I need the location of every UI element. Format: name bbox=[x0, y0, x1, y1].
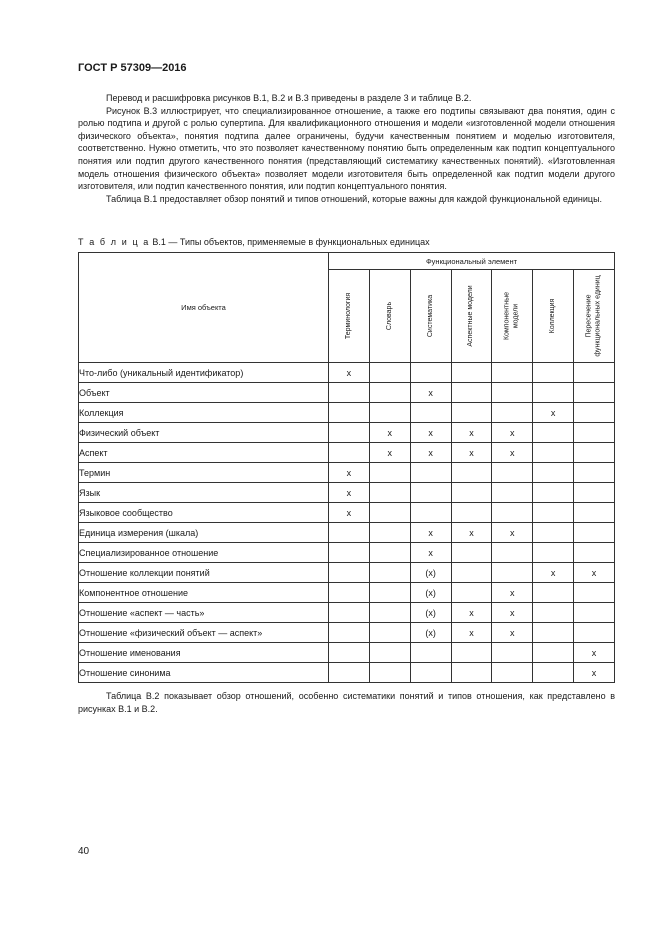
mark-cell bbox=[533, 523, 574, 543]
mark-cell bbox=[492, 463, 533, 483]
mark-cell bbox=[451, 563, 492, 583]
mark-cell: x bbox=[369, 423, 410, 443]
mark-cell bbox=[533, 503, 574, 523]
caption-rest: В.1 — Типы объектов, применяемые в функциональных единицах bbox=[152, 237, 430, 247]
mark-cell: x bbox=[410, 523, 451, 543]
mark-cell bbox=[369, 643, 410, 663]
mark-cell bbox=[451, 663, 492, 683]
object-name-cell: Единица измерения (шкала) bbox=[79, 523, 329, 543]
mark-cell bbox=[574, 623, 615, 643]
column-header-line: функциональных единиц bbox=[594, 275, 602, 357]
column-header-line: Словарь bbox=[385, 301, 393, 331]
mark-cell bbox=[329, 603, 370, 623]
mark-cell: x bbox=[492, 423, 533, 443]
mark-cell bbox=[492, 403, 533, 423]
mark-cell: (x) bbox=[410, 623, 451, 643]
mark-cell bbox=[533, 603, 574, 623]
mark-cell: x bbox=[369, 443, 410, 463]
mark-cell bbox=[492, 643, 533, 663]
functional-element-header: Функциональный элемент bbox=[329, 253, 615, 270]
mark-cell bbox=[574, 403, 615, 423]
table-row bbox=[79, 403, 615, 423]
mark-cell bbox=[329, 383, 370, 403]
table-row bbox=[79, 463, 615, 483]
mark-cell bbox=[329, 403, 370, 423]
paragraph: Таблица В.1 предоставляет обзор понятий и типов отношений, которые важны для каждой функциональной единицы. bbox=[106, 193, 603, 204]
mark-cell: x bbox=[329, 463, 370, 483]
mark-cell bbox=[329, 623, 370, 643]
object-name-cell: Компонентное отношение bbox=[79, 583, 329, 603]
column-header bbox=[492, 270, 533, 363]
mark-cell bbox=[369, 503, 410, 523]
mark-cell bbox=[533, 443, 574, 463]
mark-cell bbox=[369, 523, 410, 543]
document-header: ГОСТ Р 57309—2016 bbox=[78, 62, 187, 74]
mark-cell bbox=[329, 583, 370, 603]
mark-cell bbox=[574, 523, 615, 543]
mark-cell: x bbox=[492, 623, 533, 643]
object-name-cell: Термин bbox=[79, 463, 329, 483]
paragraph: Рисунок В.3 иллюстрирует, что специализированное отношение, а также его подтипы связывают два понятия, один с ролью подтипа и другой с ролью супертипа. Для квалификационного отношения и модели «изготовленной модели отношения физического объекта», понятия подтипа далее ограничены, будучи качественным понятием и моделью изготовителя, соответственно. Нужно отметить, что это позволяет качественному понятию быть определенным как подтип концептуального понятия или подтип другого качественного понятия (представляющий систематику качественных понятий). «Изготовленная модель отношения физического объекта» позволяет модели изготовителя быть определенной как подтип модели другого изготовителя, или подтип качественного понятия, или подтип концептуального понятия. bbox=[78, 105, 615, 192]
mark-cell bbox=[451, 543, 492, 563]
mark-cell bbox=[329, 523, 370, 543]
column-header-line: Терминология bbox=[344, 292, 352, 340]
mark-cell bbox=[492, 483, 533, 503]
object-name-cell: Отношение именования bbox=[79, 643, 329, 663]
column-header-line: Компонентные bbox=[503, 291, 511, 341]
mark-cell bbox=[451, 503, 492, 523]
mark-cell bbox=[369, 363, 410, 383]
mark-cell: x bbox=[451, 603, 492, 623]
mark-cell bbox=[574, 443, 615, 463]
mark-cell bbox=[574, 423, 615, 443]
table-row bbox=[79, 543, 615, 563]
mark-cell bbox=[410, 403, 451, 423]
column-header bbox=[410, 270, 451, 363]
table-row bbox=[79, 363, 615, 383]
table-row bbox=[79, 663, 615, 683]
mark-cell bbox=[533, 363, 574, 383]
mark-cell bbox=[329, 543, 370, 563]
mark-cell: x bbox=[574, 643, 615, 663]
mark-cell bbox=[329, 663, 370, 683]
mark-cell bbox=[329, 563, 370, 583]
mark-cell bbox=[369, 663, 410, 683]
mark-cell bbox=[574, 463, 615, 483]
object-name-cell: Отношение коллекции понятий bbox=[79, 563, 329, 583]
mark-cell bbox=[410, 643, 451, 663]
mark-cell bbox=[574, 583, 615, 603]
mark-cell: x bbox=[492, 583, 533, 603]
mark-cell bbox=[574, 363, 615, 383]
table-row bbox=[79, 423, 615, 443]
column-header-line: Систематика bbox=[426, 294, 434, 338]
mark-cell bbox=[451, 383, 492, 403]
column-header bbox=[329, 270, 370, 363]
table-body bbox=[79, 363, 615, 683]
mark-cell bbox=[369, 603, 410, 623]
table-caption bbox=[78, 237, 430, 247]
object-name-cell: Отношение синонима bbox=[79, 663, 329, 683]
table-row bbox=[79, 603, 615, 623]
mark-cell: x bbox=[492, 523, 533, 543]
mark-cell: x bbox=[492, 603, 533, 623]
mark-cell bbox=[533, 463, 574, 483]
mark-cell: x bbox=[410, 543, 451, 563]
object-name-header: Имя объекта bbox=[79, 253, 329, 363]
mark-cell: x bbox=[329, 503, 370, 523]
mark-cell bbox=[410, 483, 451, 503]
mark-cell bbox=[410, 463, 451, 483]
mark-cell: x bbox=[329, 363, 370, 383]
table-row bbox=[79, 643, 615, 663]
mark-cell: (x) bbox=[410, 583, 451, 603]
column-header-line: Коллекция bbox=[548, 298, 556, 334]
object-name-cell: Физический объект bbox=[79, 423, 329, 443]
mark-cell bbox=[369, 623, 410, 643]
mark-cell bbox=[369, 403, 410, 423]
mark-cell bbox=[492, 663, 533, 683]
object-name-cell: Язык bbox=[79, 483, 329, 503]
mark-cell bbox=[574, 503, 615, 523]
footer-text bbox=[78, 690, 615, 715]
table-row bbox=[79, 503, 615, 523]
mark-cell: (x) bbox=[410, 563, 451, 583]
mark-cell bbox=[451, 583, 492, 603]
mark-cell: x bbox=[329, 483, 370, 503]
column-header-line: модели bbox=[512, 303, 520, 329]
mark-cell bbox=[451, 643, 492, 663]
column-header bbox=[574, 270, 615, 363]
intro-text bbox=[78, 92, 615, 205]
mark-cell: x bbox=[451, 523, 492, 543]
mark-cell bbox=[410, 663, 451, 683]
object-name-cell: Коллекция bbox=[79, 403, 329, 423]
column-header-line: Аспектные модели bbox=[467, 285, 475, 347]
mark-cell bbox=[492, 543, 533, 563]
mark-cell bbox=[410, 363, 451, 383]
mark-cell bbox=[533, 423, 574, 443]
mark-cell bbox=[369, 543, 410, 563]
mark-cell: x bbox=[533, 403, 574, 423]
mark-cell bbox=[369, 583, 410, 603]
mark-cell bbox=[533, 483, 574, 503]
table-row bbox=[79, 583, 615, 603]
mark-cell bbox=[533, 383, 574, 403]
mark-cell bbox=[533, 543, 574, 563]
object-name-cell: Отношение «аспект — часть» bbox=[79, 603, 329, 623]
mark-cell bbox=[329, 443, 370, 463]
paragraph: Таблица В.2 показывает обзор отношений, особенно систематики понятий и типов отношения, как представлено в рисунках В.1 и В.2. bbox=[78, 691, 615, 714]
mark-cell bbox=[451, 363, 492, 383]
mark-cell: x bbox=[574, 563, 615, 583]
mark-cell: x bbox=[410, 383, 451, 403]
mark-cell bbox=[574, 383, 615, 403]
object-name-cell: Отношение «физический объект — аспект» bbox=[79, 623, 329, 643]
mark-cell bbox=[329, 423, 370, 443]
object-name-cell: Аспект bbox=[79, 443, 329, 463]
object-name-cell: Специализированное отношение bbox=[79, 543, 329, 563]
mark-cell bbox=[369, 563, 410, 583]
mark-cell bbox=[574, 483, 615, 503]
mark-cell: x bbox=[410, 423, 451, 443]
mark-cell bbox=[574, 543, 615, 563]
mark-cell bbox=[369, 463, 410, 483]
mark-cell bbox=[451, 483, 492, 503]
object-name-cell: Что-либо (уникальный идентификатор) bbox=[79, 363, 329, 383]
object-types-table bbox=[78, 252, 615, 683]
mark-cell: x bbox=[451, 423, 492, 443]
mark-cell bbox=[451, 403, 492, 423]
paragraph: Перевод и расшифровка рисунков В.1, В.2 и В.3 приведены в разделе 3 и таблице В.2. bbox=[106, 93, 472, 103]
mark-cell bbox=[492, 363, 533, 383]
mark-cell bbox=[574, 603, 615, 623]
mark-cell bbox=[492, 563, 533, 583]
caption-prefix: Т а б л и ц а bbox=[78, 237, 150, 247]
mark-cell bbox=[369, 483, 410, 503]
table-row bbox=[79, 563, 615, 583]
table-row bbox=[79, 383, 615, 403]
table-row bbox=[79, 483, 615, 503]
mark-cell bbox=[410, 503, 451, 523]
column-header bbox=[369, 270, 410, 363]
mark-cell: x bbox=[410, 443, 451, 463]
mark-cell: x bbox=[451, 623, 492, 643]
mark-cell bbox=[329, 643, 370, 663]
column-header bbox=[451, 270, 492, 363]
column-header bbox=[533, 270, 574, 363]
mark-cell bbox=[492, 503, 533, 523]
mark-cell: x bbox=[492, 443, 533, 463]
mark-cell: (x) bbox=[410, 603, 451, 623]
mark-cell bbox=[533, 623, 574, 643]
mark-cell bbox=[533, 583, 574, 603]
mark-cell bbox=[533, 663, 574, 683]
mark-cell bbox=[492, 383, 533, 403]
column-header-line: Пересечение bbox=[585, 294, 593, 338]
page-number: 40 bbox=[78, 846, 90, 857]
mark-cell bbox=[533, 643, 574, 663]
table-row bbox=[79, 523, 615, 543]
object-name-cell: Языковое сообщество bbox=[79, 503, 329, 523]
object-name-cell: Объект bbox=[79, 383, 329, 403]
table-row bbox=[79, 443, 615, 463]
table-row bbox=[79, 623, 615, 643]
mark-cell: x bbox=[574, 663, 615, 683]
mark-cell bbox=[369, 383, 410, 403]
mark-cell: x bbox=[533, 563, 574, 583]
mark-cell bbox=[451, 463, 492, 483]
mark-cell: x bbox=[451, 443, 492, 463]
